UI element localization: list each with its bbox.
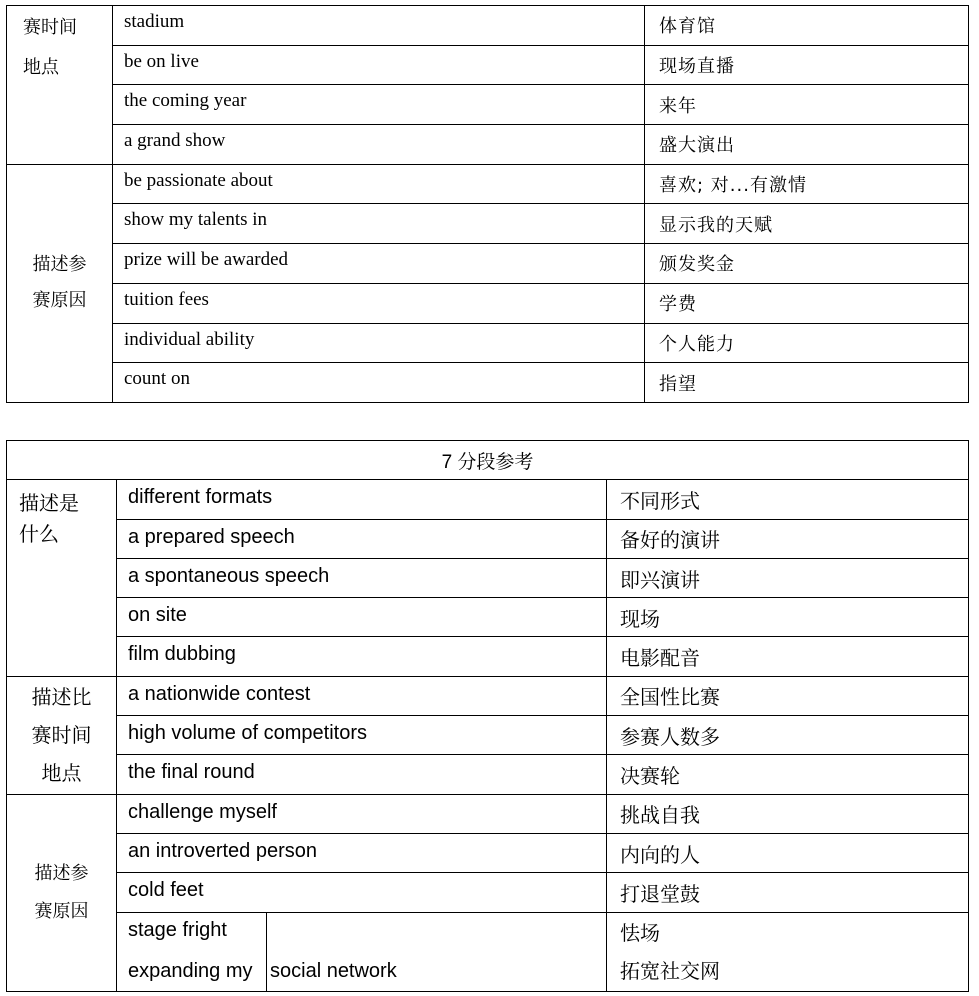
table-title-row [7,441,969,480]
english-term: a spontaneous speech [117,558,607,597]
chinese-term: 打退堂鼓 [607,873,969,912]
chinese-term-line: 怯场 [620,920,660,945]
english-term: challenge myself [117,794,607,833]
english-term: an introverted person [117,833,607,872]
split-right [267,913,397,991]
chinese-term: 指望 [645,363,969,403]
table-row [7,833,969,872]
chinese-term: 喜欢; 对...有激情 [645,164,969,204]
table-row [7,480,969,519]
category-line: 描述比 [31,685,92,710]
category-cell [7,794,117,991]
table-row [7,6,969,46]
table-row [7,794,969,833]
chinese-term: 内向的人 [607,833,969,872]
category-cell [7,6,113,165]
chinese-term: 现场直播 [645,45,969,85]
table-row [7,283,969,323]
split-container [117,913,606,991]
table-row [7,85,969,125]
category-line: 地点 [23,57,59,78]
english-term: tuition fees [113,283,645,323]
category-line: 描述是 [19,491,79,516]
chinese-term: 体育馆 [645,6,969,46]
english-term: the coming year [113,85,645,125]
english-term: social network [270,959,397,982]
chinese-term: 挑战自我 [607,794,969,833]
table-row [7,45,969,85]
chinese-term: 参赛人数多 [607,716,969,755]
chinese-term: 全国性比赛 [607,676,969,715]
table-row [7,363,969,403]
table-title: 7 分段参考 [7,441,969,480]
table-row [7,873,969,912]
chinese-term: 即兴演讲 [607,558,969,597]
english-term: stage fright [128,918,227,941]
table-row [7,164,969,204]
category-cell [7,480,117,676]
english-term: on site [117,598,607,637]
category-line: 赛时间 [31,723,92,748]
chinese-term: 显示我的天赋 [645,204,969,244]
table-row [7,204,969,244]
table-row [7,598,969,637]
chinese-term: 决赛轮 [607,755,969,794]
category-cell [7,164,113,402]
english-term-split-cell [117,912,607,991]
chinese-term: 颁发奖金 [645,244,969,284]
category-line: 描述参 [32,254,87,276]
english-term: different formats [117,480,607,519]
category-line: 赛时间 [23,17,77,38]
english-term: stadium [113,6,645,46]
chinese-term: 不同形式 [607,480,969,519]
english-term: a grand show [113,125,645,165]
table-row [7,676,969,715]
chinese-term: 电影配音 [607,637,969,676]
chinese-term: 现场 [607,598,969,637]
english-term: be passionate about [113,164,645,204]
english-term: the final round [117,755,607,794]
chinese-term: 盛大演出 [645,125,969,165]
category-cell [7,676,117,794]
chinese-term: 学费 [645,283,969,323]
table-row [7,519,969,558]
english-term: show my talents in [113,204,645,244]
table-row [7,244,969,284]
chinese-term: 备好的演讲 [607,519,969,558]
chinese-term: 个人能力 [645,323,969,363]
english-term: a prepared speech [117,519,607,558]
table-row [7,323,969,363]
chinese-term-line: 拓宽社交网 [620,958,720,983]
english-term: a nationwide contest [117,676,607,715]
vocab-table-1 [6,5,969,403]
table-row [7,716,969,755]
chinese-term [607,912,969,991]
table-row [7,125,969,165]
table-row [7,558,969,597]
english-term: be on live [113,45,645,85]
category-line: 地点 [41,761,82,786]
split-left [117,913,267,991]
english-term: prize will be awarded [113,244,645,284]
vocab-table-2 [6,440,969,992]
category-line: 赛原因 [32,290,87,312]
english-term: cold feet [117,873,607,912]
category-line: 什么 [19,522,59,547]
english-term: expanding my [128,959,253,982]
english-term: count on [113,363,645,403]
english-term: individual ability [113,323,645,363]
category-line: 赛原因 [34,900,89,922]
table-row [7,755,969,794]
table-row [7,637,969,676]
category-line: 描述参 [34,862,89,884]
english-term: high volume of competitors [117,716,607,755]
chinese-term: 来年 [645,85,969,125]
english-term: film dubbing [117,637,607,676]
table-row [7,912,969,991]
